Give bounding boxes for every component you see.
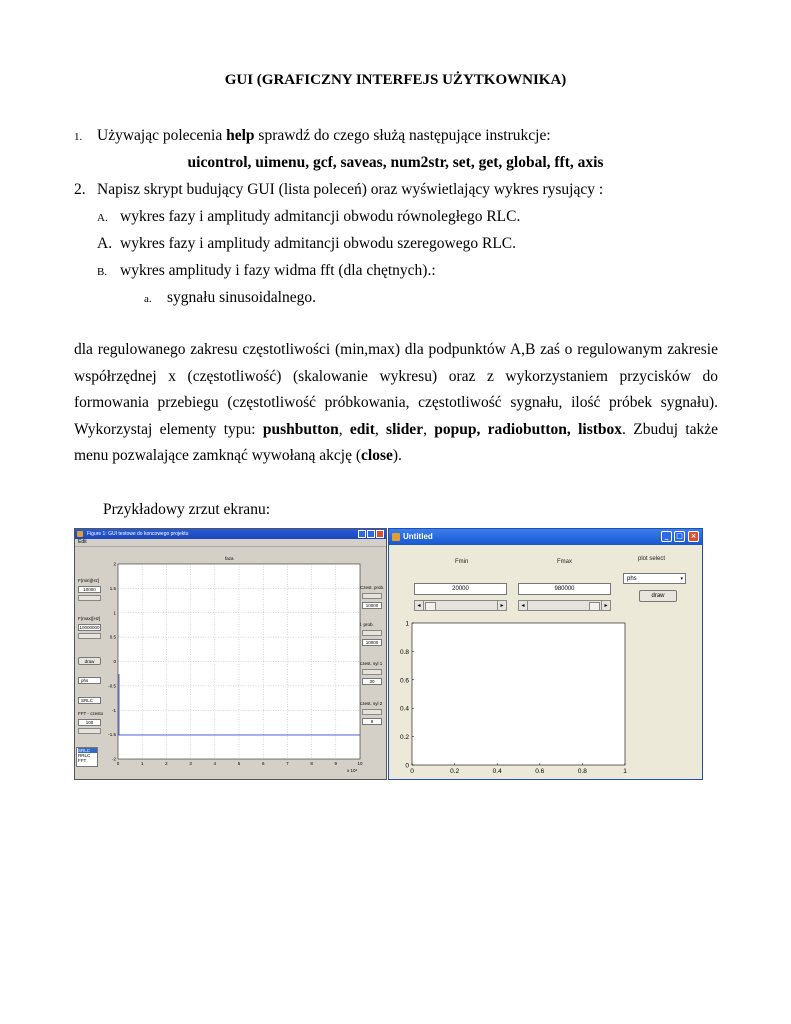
y-tick-label: -0.5 (108, 683, 116, 689)
empty-plot (389, 619, 703, 780)
fft-edit[interactable]: 100 (78, 719, 101, 726)
x-tick-label: 3 (189, 761, 192, 766)
x-tick-label: 2 (165, 761, 168, 766)
close-icon[interactable] (376, 530, 384, 538)
maximize-icon[interactable] (367, 530, 375, 538)
subitem-1-text: wykres fazy i amplitudy admitancji obwodu równoległego RLC. (120, 208, 521, 225)
y-tick-label: -1 (111, 707, 116, 713)
right-control-slider[interactable] (362, 593, 382, 599)
arrow-right-icon[interactable]: ▸ (601, 601, 610, 610)
right-control-slider[interactable] (362, 669, 382, 675)
task-paragraph (74, 337, 718, 470)
x-tick-label: 0.2 (450, 768, 460, 775)
y-tick-label: 0 (405, 762, 409, 770)
paragraph-sep-2: , (374, 420, 387, 438)
right-control-edit[interactable]: 10000 (362, 602, 382, 609)
paragraph-bold-4: popup, radiobutton, listbox (434, 420, 623, 438)
page-title: GUI (GRAFICZNY INTERFEJS UŻYTKOWNIKA) (224, 72, 567, 88)
item-1-post: sprawdź do czego służą następujące instrukcje: (254, 127, 551, 144)
fmax-edit[interactable]: 10000000 (79, 625, 100, 630)
right-control-edit[interactable]: 9 (362, 718, 382, 725)
y-tick-label: 0 (113, 659, 116, 664)
fmax-edit[interactable]: 980000 (518, 583, 611, 595)
paragraph-part-1: dla regulowanego zakresu częstotliwości (min,max) dla podpunktów A,B zaś o regulowanym zakresie współrzędnej x (częstotliwość) (skalowanie wykresu) oraz z wykorzystaniem przycisków do formowania przebiegu (częstotliwość próbkowania, częstotliwość sygnału, ilość próbek sygnału). Wykorzystaj elementy typu: (74, 341, 718, 438)
maximize-icon[interactable]: □ (674, 531, 685, 542)
item-2-number: 2. (74, 181, 86, 198)
item-1-text (97, 127, 551, 145)
x-tick-label: 9 (334, 761, 338, 766)
subsubitem-text: sygnału sinusoidalnego. (167, 289, 316, 306)
figure-titlebar (75, 529, 386, 539)
slider-thumb[interactable] (425, 602, 436, 611)
subitem-3-text: wykres amplitudy i fazy widma fft (dla chętnych).: (120, 262, 436, 279)
y-tick-label: 0.8 (399, 648, 409, 656)
plot-select-label: plot select (638, 556, 666, 562)
item-2-text: Napisz skrypt budujący GUI (lista poleceń) oraz wyświetlający wykres rysujący : (97, 181, 604, 198)
chevron-down-icon: ▾ (680, 576, 683, 582)
paragraph-sep-1: , (338, 420, 350, 438)
x-tick-label: 0 (116, 761, 120, 766)
fmin-slider[interactable] (414, 600, 507, 611)
plot-title: faza (225, 556, 234, 561)
subsubitem (144, 289, 316, 307)
y-tick-label: 0.4 (399, 705, 409, 713)
x-tick-label: 10 (357, 761, 363, 766)
matlab-figure-window (74, 528, 387, 780)
minimize-icon[interactable]: _ (661, 531, 672, 542)
arrow-right-icon[interactable]: ▸ (497, 601, 506, 610)
item-2 (74, 181, 604, 199)
paragraph-sep-3: , (423, 420, 435, 438)
fmax-label: Fmax (557, 559, 572, 565)
fmax-slider[interactable] (518, 600, 611, 611)
x-tick-label: 0.4 (492, 768, 502, 775)
plot-popup[interactable]: phs (78, 677, 101, 684)
item-1 (74, 127, 551, 145)
y-ticks (108, 562, 116, 762)
figure-title: Figure 1: GUI testowe do koncowego projektu (87, 531, 189, 537)
fmax-label: F(max)[Hz] (78, 616, 101, 621)
x-tick-label: 1 (140, 761, 144, 766)
subitem-1-marker: A. (97, 212, 108, 224)
paragraph-part-3: ). (392, 447, 402, 465)
slider-thumb[interactable] (589, 602, 600, 611)
minimize-icon[interactable] (358, 530, 366, 538)
paragraph-part-2: . Zbuduj także menu pozwalające zamknąć wywołaną akcję ( (74, 420, 719, 465)
subitem-1 (97, 208, 521, 226)
right-control-edit[interactable]: 30 (362, 678, 382, 685)
arrow-left-icon[interactable]: ◂ (519, 601, 528, 610)
right-control-label: czest. syl 2 (360, 701, 383, 706)
x-tick-label: 6 (261, 761, 265, 766)
x-ticks (117, 761, 363, 766)
menu-edit[interactable]: Edit (78, 539, 87, 545)
figure-menubar (75, 539, 386, 547)
draw-button[interactable]: draw (639, 590, 677, 602)
y-tick-label: -2 (111, 756, 116, 762)
example-screenshot (74, 528, 703, 780)
fmax-slider[interactable] (78, 633, 101, 639)
right-control-slider[interactable] (362, 709, 382, 715)
subitem-3-marker: B. (97, 266, 108, 278)
item-1-pre: Używając polecenia (97, 127, 227, 144)
plot-area (412, 623, 625, 765)
item-1-number: 1. (74, 131, 83, 143)
paragraph-bold-5: close (361, 447, 393, 465)
right-control-label: l. prob. (360, 622, 374, 627)
subitem-2 (97, 235, 517, 253)
fmin-slider[interactable] (78, 595, 101, 601)
untitled-window (388, 528, 703, 780)
fft-label: FFT - czesto (78, 711, 104, 716)
x-tick-label: 7 (286, 761, 289, 766)
y-tick-label: -1.5 (108, 732, 116, 738)
subitem-3 (97, 262, 436, 280)
x-tick-label: 8 (310, 761, 313, 766)
y-tick-label: 2 (113, 561, 116, 567)
paragraph-bold-2: edit (349, 420, 375, 438)
paragraph-bold-1: pushbutton (262, 420, 339, 438)
x-exponent: x 10⁶ (347, 768, 358, 773)
fft-slider[interactable] (78, 728, 101, 734)
x-tick-label: 0.6 (535, 768, 545, 775)
untitled-titlebar (389, 529, 702, 545)
listbox-item[interactable]: SRLC (78, 748, 97, 753)
example-label: Przykładowy zrzut ekranu: (103, 501, 270, 518)
matlab-icon (77, 531, 83, 537)
window-title: Untitled (403, 532, 433, 541)
fmin-edit[interactable]: 20000 (414, 583, 507, 595)
arrow-left-icon[interactable]: ◂ (415, 601, 424, 610)
x-tick-label: 0.8 (577, 768, 587, 775)
fmin-label: F(min)[Hz] (78, 578, 99, 583)
circuit-popup[interactable]: SRLC (78, 697, 101, 704)
matlab-icon (392, 533, 400, 541)
listbox-item[interactable]: FFT (78, 758, 87, 763)
subitem-2-text: wykres fazy i amplitudy admitancji obwodu szeregowego RLC. (120, 235, 517, 252)
y-tick-label: 1 (405, 620, 409, 628)
close-icon[interactable]: × (688, 531, 699, 542)
plot-select-value: phs (627, 576, 637, 582)
mode-listbox[interactable] (76, 747, 98, 767)
x-tick-label: 0 (410, 768, 414, 775)
item-1-bold: help (226, 127, 255, 144)
fmin-edit[interactable]: 10000 (78, 586, 101, 593)
commands-list: uicontrol, uimenu, gcf, saveas, num2str, set, get, global, fft, axis (187, 154, 604, 171)
draw-button[interactable]: draw (78, 657, 101, 665)
y-tick-label: 0.2 (399, 734, 409, 742)
x-tick-label: 5 (237, 761, 241, 766)
y-tick-label: 1 (113, 610, 116, 616)
right-control-slider[interactable] (362, 630, 382, 636)
x-tick-label: 1 (623, 768, 627, 775)
paragraph-bold-3: slider (386, 420, 424, 438)
y-tick-label: 1.5 (109, 585, 116, 591)
subitem-2-marker: A. (97, 235, 113, 252)
right-control-edit[interactable]: 10000 (362, 639, 382, 646)
right-control-label: czest. syl 1 (360, 661, 383, 666)
phase-plot (105, 559, 365, 774)
right-control-label: Czest. prob. (360, 585, 385, 590)
plot-select-popup[interactable] (623, 573, 686, 584)
fmin-label: Fmin (455, 559, 469, 565)
x-tick-label: 4 (213, 761, 217, 766)
y-tick-label: 0.5 (109, 634, 116, 640)
listbox-item[interactable]: RRLC (78, 753, 91, 758)
y-tick-label: 0.6 (399, 677, 409, 685)
subsubitem-marker: a. (144, 293, 152, 305)
